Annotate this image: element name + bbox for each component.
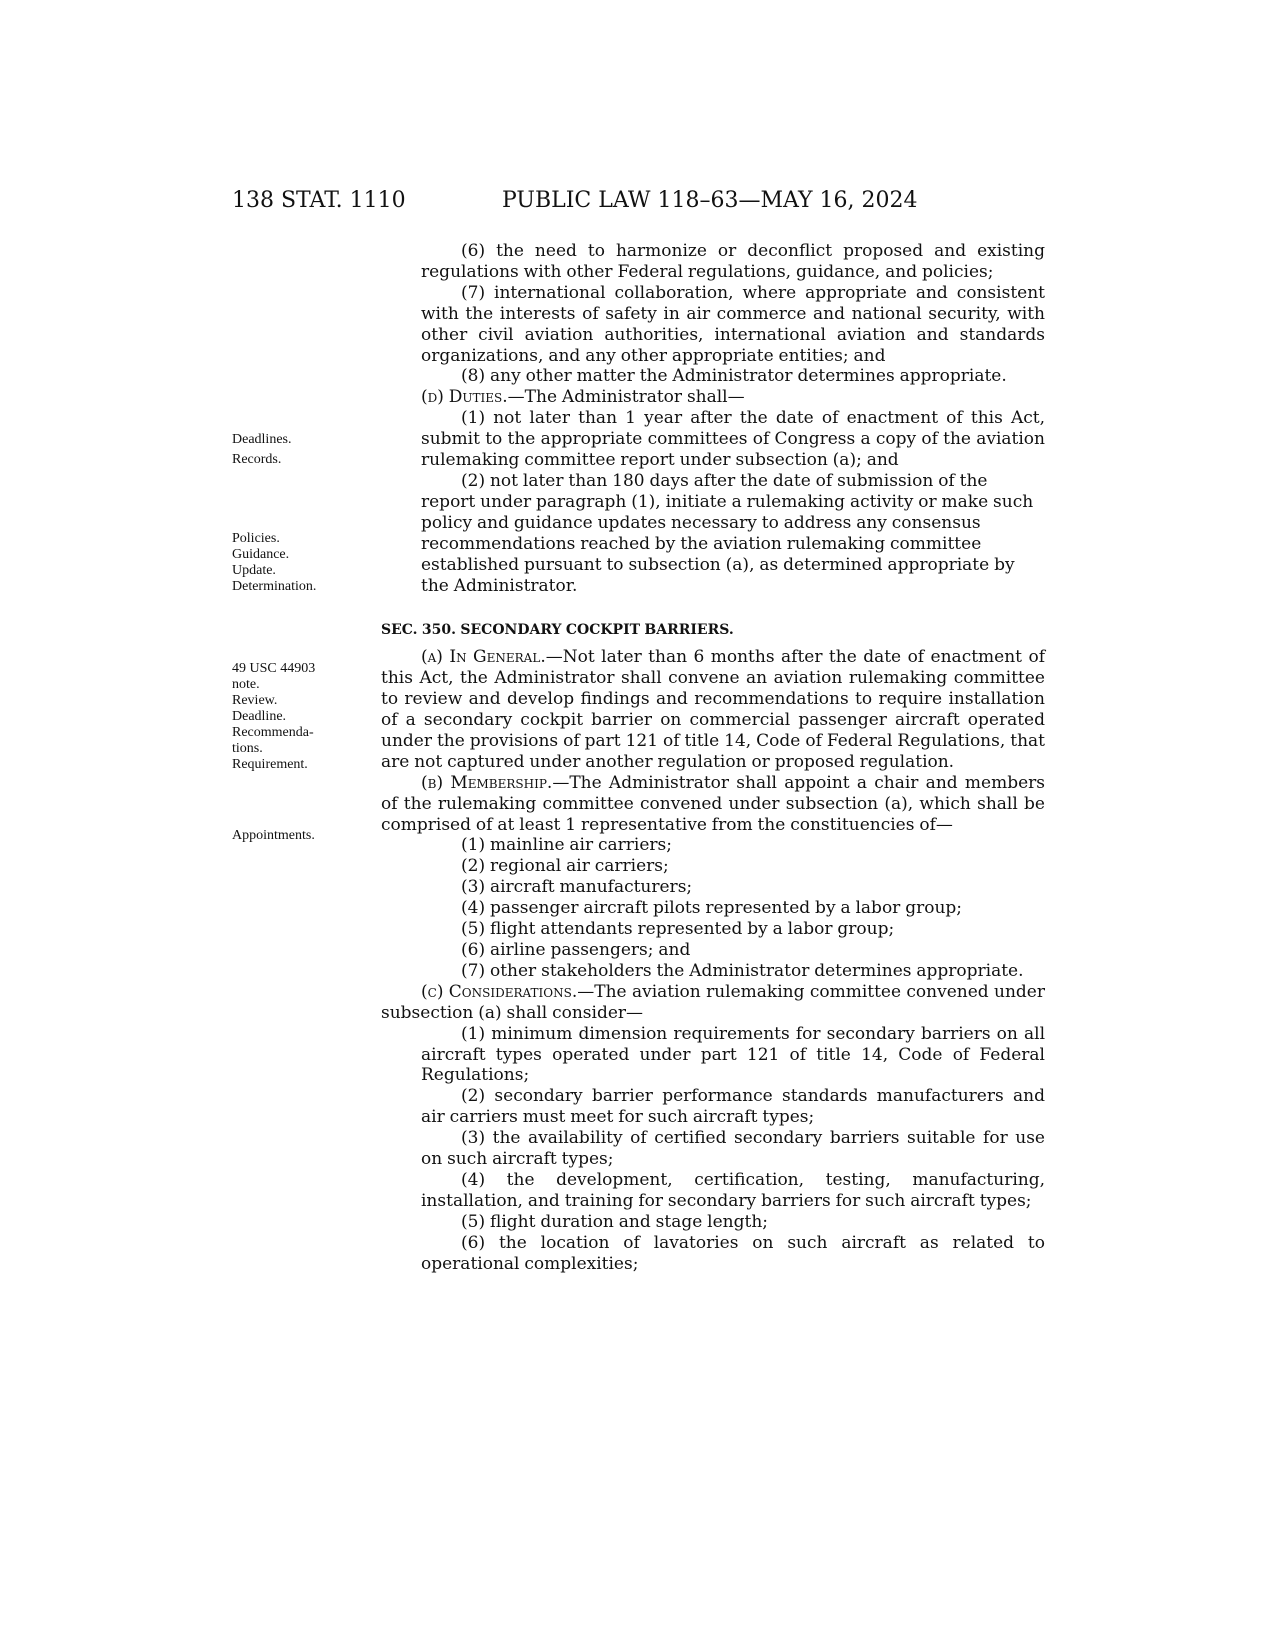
margin-note: Records. bbox=[232, 452, 282, 467]
subsection-a-heading: (a) In General. bbox=[421, 647, 546, 668]
membership-list bbox=[381, 835, 1045, 960]
margin-note: Guidance. bbox=[232, 547, 290, 562]
subsection-a-text: —Not later than 6 months after the date of enactment of this Act, the Administrator shall convene an aviation rulemaking committee to review and develop findings and recommendations to require installation of a secondary cockpit barrier on commercial passenger aircraft operated under the provisions of part 121 of title 14, Code of Federal Regulations, that are not captured under another regulation or proposed regulation. bbox=[381, 647, 1045, 772]
paragraph-d2: (2) not later than 180 days after the date of submission of the report under paragraph (1), initiate a rulemaking activity or make such policy and guidance updates necessary to address any consensus recommendations reached by the aviation rulemaking committee established pursuant to subsection (a), as determined appropriate by the Administrator. bbox=[421, 470, 1034, 596]
document-body bbox=[381, 241, 1045, 1275]
paragraph-c8: (8) any other matter the Administrator determines appropriate. bbox=[461, 366, 1007, 387]
subsection-d-text: —The Administrator shall— bbox=[507, 387, 745, 408]
section-title: SEC. 350. SECONDARY COCKPIT BARRIERS. bbox=[381, 622, 734, 639]
list-item: (3) aircraft manufacturers; bbox=[461, 877, 693, 898]
subsection-a bbox=[381, 647, 1045, 772]
list-item: (1) mainline air carriers; bbox=[461, 835, 672, 856]
subsection-d-heading: (d) Duties. bbox=[421, 387, 508, 408]
paragraph-cc6: (6) the location of lavatories on such aircraft as related to operational complexities; bbox=[421, 1232, 1045, 1274]
margin-note: note. bbox=[232, 677, 260, 692]
margin-note: Appointments. bbox=[232, 828, 315, 843]
margin-note: Deadline. bbox=[232, 709, 287, 724]
subsection-b-text: —The Administrator shall appoint a chair and members of the rulemaking committee convened under subsection (a), which shall be comprised of at least 1 representative from the constituencies of— bbox=[381, 772, 1046, 835]
subsection-b bbox=[381, 773, 1045, 836]
subsection-b-heading: (b) Membership. bbox=[421, 772, 553, 793]
paragraph-c6: (6) the need to harmonize or deconflict proposed and existing regulations with other Federal regulations, guidance, and policies; bbox=[421, 241, 1045, 282]
margin-notes-policies bbox=[232, 531, 382, 595]
margin-note: Requirement. bbox=[232, 757, 308, 772]
margin-note: Update. bbox=[232, 563, 276, 578]
paragraph-cc3: (3) the availability of certified secondary barriers suitable for use on such aircraft types; bbox=[421, 1128, 1045, 1170]
margin-note: Determination. bbox=[232, 579, 317, 594]
margin-note: Review. bbox=[232, 693, 278, 708]
list-item: (4) passenger aircraft pilots represented by a labor group; bbox=[461, 898, 963, 919]
paragraph-d1: (1) not later than 1 year after the date of enactment of this Act, submit to the appropriate committees of Congress a copy of the aviation rulemaking committee report under subsection (a); and bbox=[421, 408, 1045, 471]
list-item: (2) regional air carriers; bbox=[461, 856, 669, 877]
paragraph-cc5: (5) flight duration and stage length; bbox=[461, 1211, 769, 1232]
margin-notes-deadlines bbox=[232, 432, 382, 468]
margin-notes-appointments bbox=[232, 828, 382, 844]
margin-note: Recommenda- bbox=[232, 725, 314, 740]
margin-notes-usc bbox=[232, 661, 382, 773]
subsection-c-text: —The aviation rulemaking committee convened under subsection (a) shall consider— bbox=[381, 981, 1045, 1023]
law-title: PUBLIC LAW 118–63—MAY 16, 2024 bbox=[502, 188, 918, 213]
margin-note: 49 USC 44903 bbox=[232, 661, 316, 676]
margin-note: tions. bbox=[232, 741, 263, 756]
stat-page-number: 138 STAT. 1110 bbox=[232, 188, 406, 213]
subsection-d bbox=[381, 387, 1045, 408]
subsection-c-heading: (c) Considerations. bbox=[421, 981, 578, 1002]
list-item: (6) airline passengers; and bbox=[461, 940, 691, 960]
page-header bbox=[0, 188, 1275, 218]
paragraph-b7: (7) other stakeholders the Administrator determines appropriate. bbox=[461, 960, 1024, 981]
subsection-c bbox=[381, 982, 1045, 1024]
margin-note: Policies. bbox=[232, 531, 280, 546]
paragraph-cc2: (2) secondary barrier performance standards manufacturers and air carriers must meet for such aircraft types; bbox=[421, 1086, 1045, 1128]
paragraph-cc4: (4) the development, certification, testing, manufacturing, installation, and training for secondary barriers for such aircraft types; bbox=[421, 1169, 1045, 1211]
paragraph-cc1: (1) minimum dimension requirements for secondary barriers on all aircraft types operated under part 121 of title 14, Code of Federal Regulations; bbox=[421, 1023, 1045, 1086]
margin-note: Deadlines. bbox=[232, 432, 292, 447]
paragraph-c7: (7) international collaboration, where appropriate and consistent with the interests of safety in air commerce and national security, with other civil aviation authorities, international aviation and standards organizations, and any other appropriate entities; and bbox=[421, 282, 1045, 366]
list-item: (5) flight attendants represented by a labor group; bbox=[461, 919, 895, 940]
